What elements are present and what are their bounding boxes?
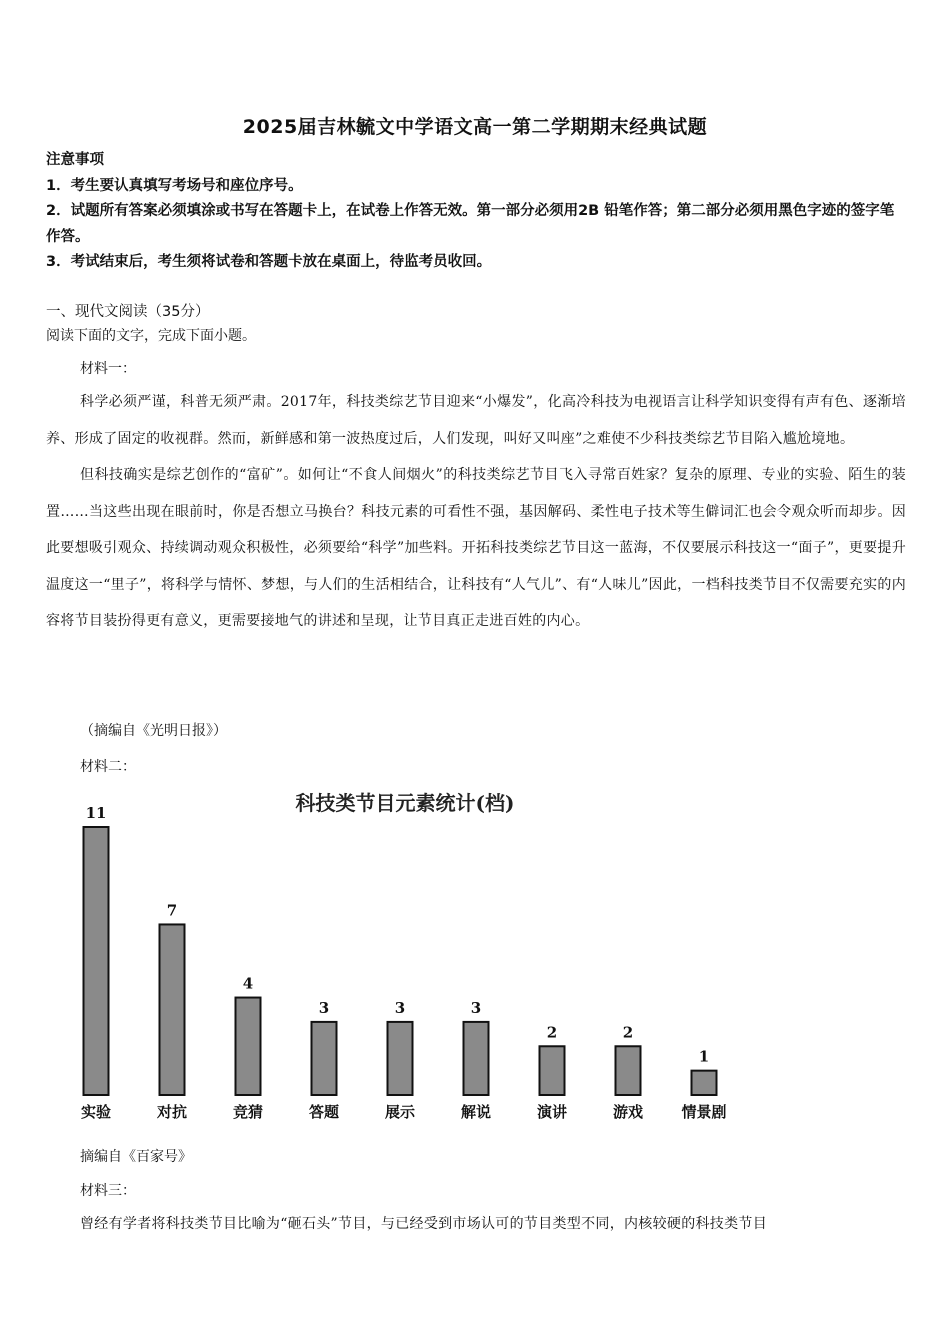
chart-data-label: 2: [622, 1023, 634, 1042]
material2-label: 材料二：: [80, 759, 136, 775]
chart-bar: [388, 1022, 413, 1095]
element-statistics-chart: [0, 780, 950, 1140]
chart-bar: [312, 1022, 337, 1095]
chart-bar: [160, 924, 185, 1095]
material3-paragraph: 曾经有学者将科技类节目比喻为“砸石头”节目，与已经受到市场认可的节目类型不同，内核较硬的科技类节目: [80, 1216, 768, 1232]
chart-data-label: 3: [470, 998, 482, 1017]
reading-intro: 阅读下面的文字，完成下面小题。: [46, 328, 256, 344]
chart-category-label: 答题: [308, 1103, 340, 1121]
chart-data-label: 1: [698, 1047, 710, 1066]
chart-data-label: 11: [85, 804, 107, 822]
chart-category-label: 情景剧: [681, 1103, 727, 1121]
chart-bar: [236, 998, 261, 1095]
chart-bar: [84, 827, 109, 1095]
notice-heading: 注意事项: [46, 152, 104, 168]
chart-category-label: 对抗: [156, 1103, 188, 1121]
chart-bar: [616, 1046, 641, 1095]
notice-section: [46, 148, 908, 276]
notice-item: 1．考生要认真填写考场号和座位序号。: [46, 177, 303, 194]
chart-data-label: 2: [546, 1023, 558, 1042]
chart-category-label: 竞猜: [232, 1103, 264, 1121]
chart-bar: [464, 1022, 489, 1095]
chart-data-label: 7: [166, 901, 178, 920]
material1-paragraph: 科学必须严谨，科普无须严肃。2017年，科技类综艺节目迎来“小爆发”，化高冷科技为电视语言让科学知识变得有声有色、逐渐培养、形成了固定的收视群。然而，新鲜感和第一波热度过后，人们发现，叫好又叫座”之难使不少科技类综艺节目陷入尴尬境地。: [46, 394, 906, 447]
chart-bar: [692, 1071, 717, 1095]
material1-body: [46, 384, 906, 640]
chart-marks: [81, 804, 727, 1121]
material3-body: [46, 1206, 906, 1243]
material3-label: 材料三：: [80, 1183, 136, 1199]
material1-source: （摘编自《光明日报》）: [80, 723, 227, 739]
material2-source: 摘编自《百家号》: [80, 1149, 192, 1165]
chart-category-label: 实验: [80, 1103, 112, 1121]
material1-label: 材料一：: [80, 361, 136, 377]
chart-data-label: 4: [242, 974, 254, 993]
chart-category-label: 游戏: [612, 1103, 644, 1121]
material1-paragraph: 但科技确实是综艺创作的“富矿”。如何让“不食人间烟火”的科技类综艺节目飞入寻常百姓家？复杂的原理、专业的实验、陌生的装置……当这些出现在眼前时，你是否想立马换台？科技元素的可看性不强，基因解码、柔性电子技术等生僻词汇也会令观众听而却步。因此要想吸引观众、持续调动观众积极性，必须要给“科学”加些料。开拓科技类综艺节目这一蓝海，不仅要展示科技这一“面子”，更要提升温度这一“里子”，将科学与情怀、梦想，与人们的生活相结合，让科技有“人气儿”、有“人味儿”因此，一档科技类节目不仅需要充实的内容将节目装扮得更有意义，更需要接地气的讲述和呈现，让节目真正走进百姓的内心。: [46, 467, 906, 629]
chart-title: 科技类节目元素统计(档): [295, 791, 515, 815]
chart-data-label: 3: [394, 998, 406, 1017]
page-title: 2025届吉林毓文中学语文高一第二学期期末经典试题: [242, 116, 708, 138]
notice-item: 3．考试结束后，考生须将试卷和答题卡放在桌面上，待监考员收回。: [46, 254, 492, 270]
chart-data-label: 3: [318, 998, 330, 1017]
chart-category-label: 演讲: [536, 1103, 568, 1121]
chart-category-label: 展示: [384, 1103, 416, 1121]
notice-item: 2．试题所有答案必须填涂或书写在答题卡上，在试卷上作答无效。第一部分必须用2B 铅笔作答；第二部分必须用黑色字迹的签字笔作答。: [46, 203, 895, 245]
chart-bar: [540, 1046, 565, 1095]
section-heading: 一、现代文阅读（35分）: [46, 304, 210, 320]
chart-category-label: 解说: [460, 1103, 492, 1121]
